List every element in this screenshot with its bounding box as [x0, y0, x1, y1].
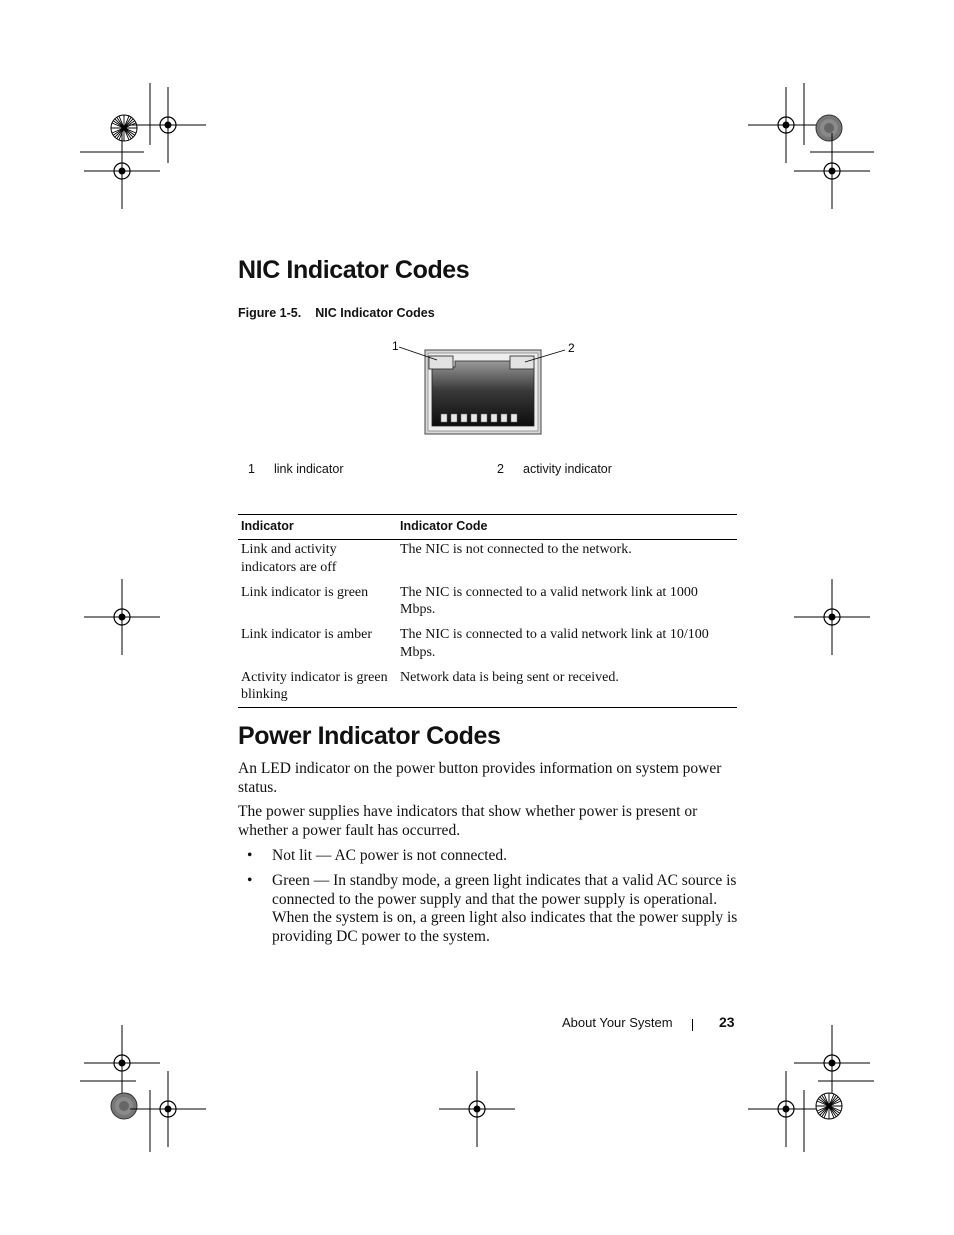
callout-number-1: 1: [392, 339, 399, 353]
figure-title: NIC Indicator Codes: [315, 306, 435, 320]
table-cell: Link indicator is amber: [241, 627, 373, 642]
table-header-row: [238, 515, 737, 540]
legend-number: 1: [248, 462, 255, 476]
activity-indicator-led: [510, 356, 534, 369]
legend-number: 2: [497, 462, 504, 476]
table-cell: The NIC is connected to a valid network link at 1000 Mbps.: [400, 584, 698, 617]
footer-divider: [692, 1019, 693, 1031]
legend-item-link: [248, 462, 343, 476]
table-row: [238, 669, 737, 708]
paragraph: The power supplies have indicators that show whether power is present or whether a power fault has occurred.: [238, 803, 698, 839]
paragraph: An LED indicator on the power button provides information on system power status.: [238, 760, 722, 796]
callout-number-2: 2: [568, 341, 575, 355]
table-cell: The NIC is connected to a valid network link at 10/100 Mbps.: [400, 627, 709, 660]
footer-page-number: 23: [719, 1014, 735, 1030]
power-section-heading: Power Indicator Codes: [238, 722, 501, 750]
table-cell: Network data is being sent or received.: [397, 669, 737, 708]
table-cell: Activity indicator is green blinking: [238, 669, 397, 708]
bullet-icon: •: [247, 847, 253, 864]
list-item: [238, 872, 738, 946]
footer-section-name: About Your System: [562, 1015, 673, 1030]
list-item-text: Not lit — AC power is not connected.: [272, 847, 508, 864]
legend-label: activity indicator: [523, 462, 612, 476]
table-row: [238, 584, 737, 627]
table-header-cell: Indicator: [238, 515, 397, 540]
nic-section-heading: NIC Indicator Codes: [238, 256, 470, 284]
figure-caption: [238, 306, 435, 320]
bullet-list: [238, 872, 738, 946]
legend-item-activity: [497, 462, 612, 476]
figure-label: Figure 1-5.: [238, 306, 302, 320]
list-item: [238, 847, 738, 866]
legend-label: link indicator: [274, 462, 344, 476]
table-header-cell: Indicator Code: [397, 515, 737, 540]
link-indicator-led: [429, 356, 453, 369]
bullet-icon: •: [247, 872, 253, 889]
nic-port-illustration: [385, 335, 585, 440]
nic-indicator-table: [238, 514, 737, 708]
table-cell: The NIC is not connected to the network.: [400, 542, 632, 557]
table-cell: Link and activity indicators are off: [241, 542, 337, 575]
table-cell: Link indicator is green: [241, 584, 369, 600]
table-row: [238, 626, 737, 669]
table-row: [238, 540, 737, 584]
list-item-text: Green — In standby mode, a green light indicates that a valid AC source is connected to the power supply and that the power supply is operational. When the system is on, a green light also indicates that the power supply is providing DC power to the system.: [272, 872, 738, 945]
bullet-list: [238, 847, 738, 866]
